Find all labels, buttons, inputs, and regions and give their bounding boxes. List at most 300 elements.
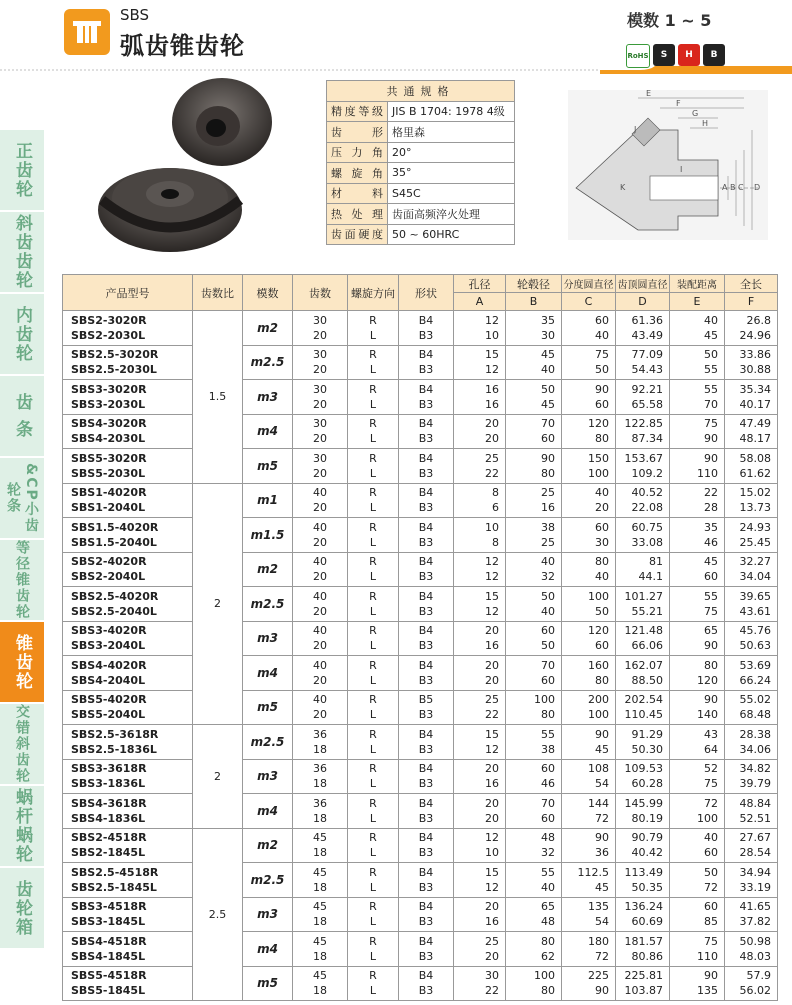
model-cell: SBS1-4020R SBS1-2040L [63,483,193,518]
table-row [63,552,778,587]
dim-e-cell: 22 28 [670,483,725,518]
dim-a-cell: 30 22 [454,966,506,1001]
module-cell: m1.5 [243,518,293,553]
dim-c-cell: 144 72 [562,794,616,829]
series-code: SBS [120,6,150,24]
dim-b-cell: 70 60 [506,794,562,829]
teeth-cell: 45 18 [293,897,348,932]
dim-c-cell: 60 40 [562,311,616,346]
dim-label-b: B [730,183,736,192]
dim-d-cell: 121.48 66.06 [616,621,670,656]
dim-f-cell: 33.86 30.88 [725,345,778,380]
dim-f-cell: 24.93 25.45 [725,518,778,553]
dim-label-h: H [702,119,709,128]
dim-b-cell: 50 45 [506,380,562,415]
teeth-cell: 40 20 [293,587,348,622]
hand-cell: R L [348,897,399,932]
gear-logo-icon [64,9,110,55]
dim-e-cell: 50 72 [670,863,725,898]
dim-f-cell: 39.65 43.61 [725,587,778,622]
side-tab-bevel-gear[interactable]: 锥齿轮 [0,622,44,704]
side-tab-spur-gear[interactable]: 正齿轮 [0,130,44,212]
dim-e-cell: 45 60 [670,552,725,587]
dim-d-cell: 181.57 80.86 [616,932,670,967]
table-row [63,966,778,1001]
dim-e-cell: 35 46 [670,518,725,553]
shape-cell: B4 B3 [399,518,454,553]
spec-row: 螺旋角 35° [327,163,515,184]
dim-b-cell: 100 80 [506,690,562,725]
col-letter-d: D [616,293,670,311]
dim-a-cell: 25 22 [454,690,506,725]
col-header-tip: 齿顶圆直径 [616,275,670,293]
hand-cell: R L [348,380,399,415]
shape-cell: B4 B3 [399,932,454,967]
product-table [62,274,778,1001]
dim-label-d: D [754,183,761,192]
dim-b-cell: 38 25 [506,518,562,553]
dim-e-cell: 65 90 [670,621,725,656]
table-row [63,725,778,760]
module-cell: m2 [243,828,293,863]
dim-d-cell: 109.53 60.28 [616,759,670,794]
dim-f-cell: 50.98 48.03 [725,932,778,967]
dim-e-cell: 90 110 [670,449,725,484]
hand-cell: R L [348,449,399,484]
model-cell: SBS4-4020R SBS4-2040L [63,656,193,691]
s-badge-icon: S [653,44,675,66]
dim-e-cell: 75 110 [670,932,725,967]
dim-e-cell: 40 60 [670,828,725,863]
model-cell: SBS3-3020R SBS3-2030L [63,380,193,415]
side-tab-worm-gear[interactable]: 蜗杆蜗轮 [0,786,44,868]
module-cell: m4 [243,656,293,691]
hand-cell: R L [348,828,399,863]
module-cell: m2.5 [243,863,293,898]
dim-b-cell: 40 32 [506,552,562,587]
table-row [63,518,778,553]
hand-cell: R L [348,932,399,967]
hand-cell: R L [348,656,399,691]
teeth-cell: 30 20 [293,414,348,449]
dim-f-cell: 58.08 61.62 [725,449,778,484]
dim-f-cell: 48.84 52.51 [725,794,778,829]
table-row [63,449,778,484]
shape-cell: B4 B3 [399,794,454,829]
dim-f-cell: 15.02 13.73 [725,483,778,518]
hand-cell: R L [348,725,399,760]
table-row [63,483,778,518]
dim-a-cell: 20 20 [454,794,506,829]
spec-row: 材料 S45C [327,183,515,204]
h-badge-icon: H [678,44,700,66]
dim-f-cell: 47.49 48.17 [725,414,778,449]
model-cell: SBS5-3020R SBS5-2030L [63,449,193,484]
product-photo [90,70,290,260]
module-cell: m5 [243,966,293,1001]
side-tab-gearbox[interactable]: 齿轮箱 [0,868,44,950]
side-tab-screw-gear[interactable]: 交错斜齿轮 [0,704,44,786]
dim-b-cell: 60 46 [506,759,562,794]
col-header-hand: 螺旋方向 [348,275,399,311]
module-cell: m4 [243,794,293,829]
certification-badges [626,44,725,68]
dim-d-cell: 153.67 109.2 [616,449,670,484]
module-cell: m3 [243,380,293,415]
shape-cell: B4 B3 [399,966,454,1001]
model-cell: SBS2.5-3020R SBS2.5-2030L [63,345,193,380]
dim-d-cell: 60.75 33.08 [616,518,670,553]
dim-e-cell: 75 90 [670,414,725,449]
shape-cell: B4 B3 [399,345,454,380]
model-cell: SBS2-4020R SBS2-2040L [63,552,193,587]
model-cell: SBS2-4518R SBS2-1845L [63,828,193,863]
table-row [63,621,778,656]
hand-cell: R L [348,966,399,1001]
dim-d-cell: 81 44.1 [616,552,670,587]
module-cell: m4 [243,414,293,449]
shape-cell: B4 B3 [399,656,454,691]
teeth-cell: 30 20 [293,311,348,346]
hand-cell: R L [348,552,399,587]
pinion-gear-icon [172,78,272,166]
hand-cell: R L [348,311,399,346]
dim-d-cell: 113.49 50.35 [616,863,670,898]
spec-row: 齿面硬度 50 ~ 60HRC [327,224,515,245]
dim-a-cell: 20 16 [454,621,506,656]
teeth-cell: 40 20 [293,552,348,587]
dim-b-cell: 25 16 [506,483,562,518]
dim-d-cell: 202.54 110.45 [616,690,670,725]
model-cell: SBS4-3020R SBS4-2030L [63,414,193,449]
module-range: 模数 1 ~ 5 [627,11,712,30]
hand-cell: R L [348,794,399,829]
rohs-icon: RoHS [626,44,650,68]
dim-e-cell: 90 140 [670,690,725,725]
teeth-cell: 40 20 [293,690,348,725]
ratio-cell: 2 [193,725,243,829]
dim-a-cell: 15 12 [454,863,506,898]
model-cell: SBS2-3020R SBS2-2030L [63,311,193,346]
dim-f-cell: 53.69 66.24 [725,656,778,691]
teeth-cell: 45 18 [293,932,348,967]
dim-d-cell: 101.27 55.21 [616,587,670,622]
hand-cell: R L [348,587,399,622]
spec-row: 热处理 齿面高频淬火处理 [327,204,515,225]
side-tab-cp-rack-pinion[interactable]: &CP小齿轮条 [0,458,44,540]
model-cell: SBS2.5-4518R SBS2.5-1845L [63,863,193,898]
model-cell: SBS4-4518R SBS4-1845L [63,932,193,967]
dim-label-e: E [646,90,652,98]
dim-b-cell: 50 40 [506,587,562,622]
dim-e-cell: 55 70 [670,380,725,415]
spec-row: 精度等级 JIS B 1704: 1978 4级 [327,101,515,122]
dim-d-cell: 61.36 43.49 [616,311,670,346]
dim-a-cell: 15 12 [454,345,506,380]
col-letter-a: A [454,293,506,311]
col-header-model: 产品型号 [63,275,193,311]
dim-a-cell: 20 16 [454,897,506,932]
dim-c-cell: 150 100 [562,449,616,484]
dim-f-cell: 32.27 34.04 [725,552,778,587]
dim-c-cell: 75 50 [562,345,616,380]
dim-c-cell: 200 100 [562,690,616,725]
shape-cell: B4 B3 [399,552,454,587]
product-table-body [63,311,778,1001]
teeth-cell: 40 20 [293,656,348,691]
model-cell: SBS2.5-4020R SBS2.5-2040L [63,587,193,622]
dim-e-cell: 80 120 [670,656,725,691]
dim-label-c: C [738,183,744,192]
shape-cell: B4 B3 [399,587,454,622]
shape-cell: B4 B3 [399,828,454,863]
dim-a-cell: 25 20 [454,932,506,967]
dim-a-cell: 12 10 [454,828,506,863]
table-row [63,932,778,967]
col-letter-c: C [562,293,616,311]
teeth-cell: 45 18 [293,966,348,1001]
col-header-length: 全长 [725,275,778,293]
table-row [63,587,778,622]
dim-d-cell: 145.99 80.19 [616,794,670,829]
dim-a-cell: 15 12 [454,725,506,760]
hand-cell: R L [348,690,399,725]
dim-c-cell: 120 80 [562,414,616,449]
teeth-cell: 36 18 [293,759,348,794]
dim-f-cell: 26.8 24.96 [725,311,778,346]
dim-f-cell: 35.34 40.17 [725,380,778,415]
col-letter-b: B [506,293,562,311]
dim-e-cell: 40 45 [670,311,725,346]
col-header-shape: 形状 [399,275,454,311]
dim-d-cell: 40.52 22.08 [616,483,670,518]
table-row [63,759,778,794]
teeth-cell: 36 18 [293,794,348,829]
dim-c-cell: 108 54 [562,759,616,794]
dim-d-cell: 162.07 88.50 [616,656,670,691]
table-row [63,690,778,725]
dim-a-cell: 15 12 [454,587,506,622]
dim-c-cell: 60 30 [562,518,616,553]
dim-f-cell: 41.65 37.82 [725,897,778,932]
dim-c-cell: 90 45 [562,725,616,760]
dim-a-cell: 20 20 [454,414,506,449]
dim-d-cell: 136.24 60.69 [616,897,670,932]
hand-cell: R L [348,863,399,898]
teeth-cell: 45 18 [293,863,348,898]
teeth-cell: 30 20 [293,380,348,415]
shape-cell: B4 B3 [399,621,454,656]
ratio-cell: 1.5 [193,311,243,484]
dim-b-cell: 100 80 [506,966,562,1001]
spec-row: 齿形 格里森 [327,122,515,143]
teeth-cell: 36 18 [293,725,348,760]
dimension-diagram [568,90,768,240]
dim-b-cell: 55 38 [506,725,562,760]
side-nav [0,130,44,950]
dim-b-cell: 65 48 [506,897,562,932]
table-row [63,311,778,346]
dim-e-cell: 72 100 [670,794,725,829]
dim-e-cell: 60 85 [670,897,725,932]
dim-d-cell: 77.09 54.43 [616,345,670,380]
dim-c-cell: 90 36 [562,828,616,863]
hand-cell: R L [348,621,399,656]
dim-e-cell: 43 64 [670,725,725,760]
dim-c-cell: 40 20 [562,483,616,518]
dim-a-cell: 8 6 [454,483,506,518]
dim-b-cell: 90 80 [506,449,562,484]
col-header-pitch: 分度圆直径 [562,275,616,293]
page-header [0,0,792,72]
module-cell: m2 [243,552,293,587]
hand-cell: R L [348,414,399,449]
b-badge-icon: B [703,44,725,66]
shape-cell: B4 B3 [399,759,454,794]
teeth-cell: 40 20 [293,483,348,518]
crown-gear-icon [98,168,242,252]
model-cell: SBS2.5-3618R SBS2.5-1836L [63,725,193,760]
col-header-ratio: 齿数比 [193,275,243,311]
spec-title: 共通规格 [327,81,515,102]
dim-a-cell: 16 16 [454,380,506,415]
dim-d-cell: 91.29 50.30 [616,725,670,760]
dim-c-cell: 120 60 [562,621,616,656]
table-row [63,828,778,863]
dim-e-cell: 50 55 [670,345,725,380]
side-tab-rack[interactable]: 齿 条 [0,376,44,458]
shape-cell: B4 B3 [399,311,454,346]
dim-c-cell: 100 50 [562,587,616,622]
col-header-mount: 装配距离 [670,275,725,293]
teeth-cell: 45 18 [293,828,348,863]
shape-cell: B4 B3 [399,863,454,898]
dim-b-cell: 55 40 [506,863,562,898]
dim-a-cell: 20 20 [454,656,506,691]
dim-f-cell: 28.38 34.06 [725,725,778,760]
side-tab-internal-gear[interactable]: 内齿轮 [0,294,44,376]
dim-f-cell: 34.82 39.79 [725,759,778,794]
module-cell: m2.5 [243,725,293,760]
dim-label-a: A [722,183,728,192]
hand-cell: R L [348,345,399,380]
model-cell: SBS3-4518R SBS3-1845L [63,897,193,932]
dim-b-cell: 80 62 [506,932,562,967]
col-header-bore: 孔径 [454,275,506,293]
teeth-cell: 40 20 [293,518,348,553]
shape-cell: B4 B3 [399,483,454,518]
dim-label-i: I [680,165,683,174]
dim-label-g: G [692,109,699,118]
model-cell: SBS3-3618R SBS3-1836L [63,759,193,794]
dim-d-cell: 90.79 40.42 [616,828,670,863]
side-tab-miter-gear[interactable]: 等径锥齿轮 [0,540,44,622]
shape-cell: B4 B3 [399,725,454,760]
dim-a-cell: 12 12 [454,552,506,587]
table-row [63,794,778,829]
module-cell: m5 [243,449,293,484]
dim-f-cell: 45.76 50.63 [725,621,778,656]
dim-a-cell: 20 16 [454,759,506,794]
dim-d-cell: 225.81 103.87 [616,966,670,1001]
model-cell: SBS1.5-4020R SBS1.5-2040L [63,518,193,553]
dim-e-cell: 90 135 [670,966,725,1001]
dim-label-j: J [634,125,637,134]
col-header-teeth: 齿数 [293,275,348,311]
table-row [63,863,778,898]
teeth-cell: 30 20 [293,449,348,484]
dim-a-cell: 12 10 [454,311,506,346]
table-row [63,380,778,415]
module-cell: m1 [243,483,293,518]
dim-d-cell: 92.21 65.58 [616,380,670,415]
table-row [63,414,778,449]
hand-cell: R L [348,759,399,794]
dim-b-cell: 70 60 [506,656,562,691]
model-cell: SBS5-4518R SBS5-1845L [63,966,193,1001]
dim-label-f: F [676,99,681,108]
dim-c-cell: 112.5 45 [562,863,616,898]
module-cell: m3 [243,897,293,932]
teeth-cell: 30 20 [293,345,348,380]
col-letter-e: E [670,293,725,311]
module-cell: m2.5 [243,345,293,380]
col-header-hub: 轮毂径 [506,275,562,293]
dim-f-cell: 27.67 28.54 [725,828,778,863]
module-cell: m2.5 [243,587,293,622]
module-cell: m3 [243,621,293,656]
dim-f-cell: 55.02 68.48 [725,690,778,725]
dim-b-cell: 70 60 [506,414,562,449]
dim-b-cell: 48 32 [506,828,562,863]
dim-c-cell: 135 54 [562,897,616,932]
table-row [63,656,778,691]
shape-cell: B4 B3 [399,449,454,484]
dim-c-cell: 180 72 [562,932,616,967]
module-cell: m3 [243,759,293,794]
table-row [63,897,778,932]
dim-b-cell: 35 30 [506,311,562,346]
module-cell: m2 [243,311,293,346]
model-cell: SBS3-4020R SBS3-2040L [63,621,193,656]
dim-a-cell: 25 22 [454,449,506,484]
dim-c-cell: 80 40 [562,552,616,587]
dim-label-k: K [620,183,626,192]
dim-c-cell: 90 60 [562,380,616,415]
dim-f-cell: 34.94 33.19 [725,863,778,898]
shape-cell: B5 B3 [399,690,454,725]
dim-c-cell: 225 90 [562,966,616,1001]
ratio-cell: 2.5 [193,828,243,1001]
product-title: 弧齿锥齿轮 [120,32,245,60]
dim-b-cell: 45 40 [506,345,562,380]
module-cell: m5 [243,690,293,725]
ratio-cell: 2 [193,483,243,725]
common-spec-table [326,80,515,245]
table-row [63,345,778,380]
dim-c-cell: 160 80 [562,656,616,691]
model-cell: SBS4-3618R SBS4-1836L [63,794,193,829]
teeth-cell: 40 20 [293,621,348,656]
dim-f-cell: 57.9 56.02 [725,966,778,1001]
dim-e-cell: 55 75 [670,587,725,622]
hand-cell: R L [348,518,399,553]
side-tab-helical-gear[interactable]: 斜齿齿轮 [0,212,44,294]
spec-row: 压力角 20° [327,142,515,163]
model-cell: SBS5-4020R SBS5-2040L [63,690,193,725]
dim-d-cell: 122.85 87.34 [616,414,670,449]
shape-cell: B4 B3 [399,897,454,932]
